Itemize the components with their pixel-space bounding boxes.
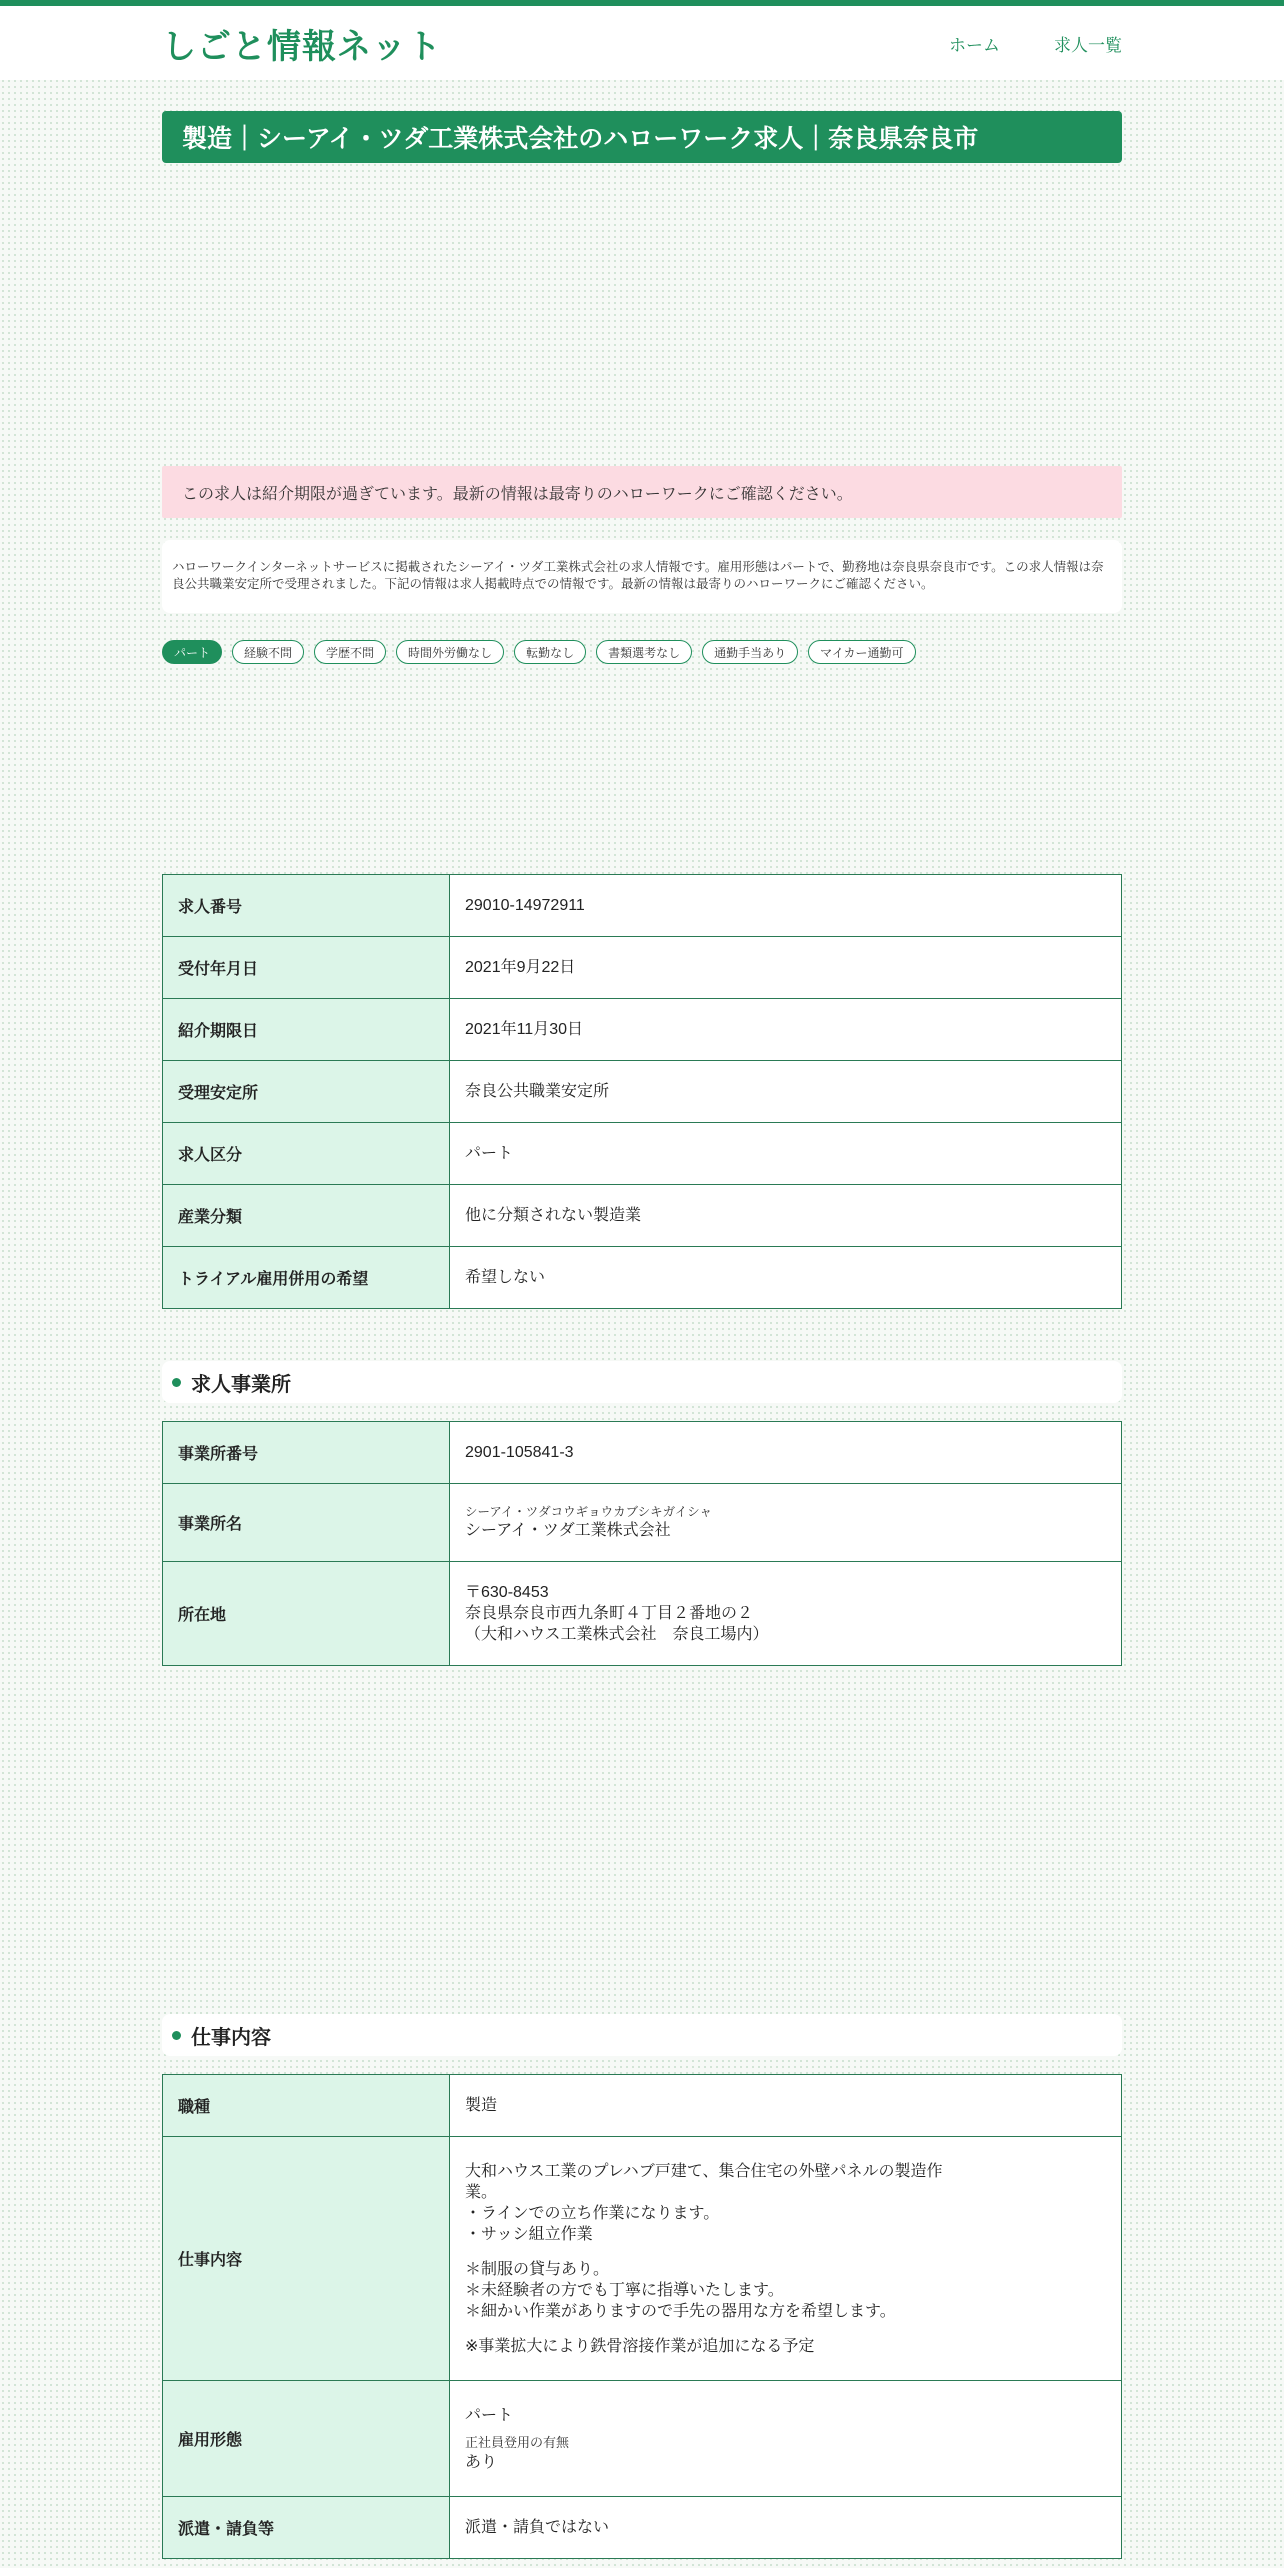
section-heading-text: 求人事業所: [191, 1373, 291, 1396]
row-label: 仕事内容: [163, 2137, 450, 2381]
row-value: 希望しない: [450, 1247, 1122, 1309]
job-content-line: 大和ハウス工業のプレハブ戸建て、集合住宅の外壁パネルの製造作: [465, 2162, 943, 2180]
intro-text: ハローワークインターネットサービスに掲載されたシーアイ・ツダ工業株式会社の求人情報です。雇用形態はパートで、勤務地は奈良県奈良市です。この求人情報は奈良公共職業安定所で受理されました。下記の情報は求人掲載時点での情報です。最新の情報は最寄りのハローワークにご確認ください。: [162, 540, 1122, 613]
row-label: 職種: [163, 2075, 450, 2137]
table-row: [163, 1484, 1122, 1562]
company-name-kana: シーアイ・ツダコウギョウカブシキガイシャ: [465, 1505, 713, 1519]
table-row: [163, 2137, 1122, 2381]
row-label: 所在地: [163, 1562, 450, 1666]
row-value: 製造: [450, 2075, 1122, 2137]
site-header: [0, 6, 1284, 80]
row-value: 派遣・請負ではない: [450, 2497, 1122, 2559]
table-row: [163, 2497, 1122, 2559]
row-value: 29010-14972911: [450, 875, 1122, 937]
address-line: 奈良県奈良市西九条町４丁目２番地の２: [465, 1605, 754, 1622]
address-line: （大和ハウス工業株式会社 奈良工場内）: [465, 1626, 769, 1643]
row-value: 奈良公共職業安定所: [450, 1061, 1122, 1123]
bullet-dot-icon: [172, 1378, 181, 1387]
tag-item: マイカー通勤可: [808, 640, 915, 664]
nav-home-link[interactable]: ホーム: [949, 35, 1000, 55]
table-row: [163, 2075, 1122, 2137]
row-value-job-content: [450, 2137, 1122, 2381]
spacer: [465, 2245, 1106, 2259]
row-label: 求人区分: [163, 1123, 450, 1185]
site-logo-title[interactable]: しごと情報ネット: [162, 27, 442, 66]
table-row: [163, 937, 1122, 999]
ad-space: [162, 1666, 1122, 2014]
job-content-line: ＊未経験者の方でも丁寧に指導いたします。: [465, 2281, 784, 2299]
job-content-line: ＊細かい作業がありますので手先の器用な方を希望します。: [465, 2302, 896, 2320]
section-heading-job: [162, 2014, 1122, 2056]
row-value: 2901-105841-3: [450, 1422, 1122, 1484]
address-postal: 〒630-8453: [465, 1584, 549, 1601]
office-table: [162, 1421, 1122, 1666]
table-row: [163, 2381, 1122, 2497]
row-label: 産業分類: [163, 1185, 450, 1247]
employment-type: パート: [465, 2406, 514, 2424]
row-value-company: [450, 1484, 1122, 1562]
summary-table: [162, 874, 1122, 1309]
table-row: [163, 1247, 1122, 1309]
row-label: 受理安定所: [163, 1061, 450, 1123]
row-label: 受付年月日: [163, 937, 450, 999]
job-content-line: ・ラインでの立ち作業になります。: [465, 2204, 720, 2222]
job-content-line: ＊制服の貸与あり。: [465, 2260, 610, 2278]
job-content-line: ※事業拡大により鉄骨溶接作業が追加になる予定: [465, 2337, 815, 2355]
job-content-line: 業。: [465, 2183, 498, 2201]
row-label: 派遣・請負等: [163, 2497, 450, 2559]
row-value-employment: [450, 2381, 1122, 2497]
row-value: 2021年11月30日: [450, 999, 1122, 1061]
row-value: パート: [450, 1123, 1122, 1185]
job-content-line: ・サッシ組立作業: [465, 2225, 593, 2243]
tag-item: 時間外労働なし: [396, 640, 504, 664]
page-title: 製造｜シーアイ・ツダ工業株式会社のハローワーク求人｜奈良県奈良市: [162, 111, 1122, 163]
table-row: [163, 1422, 1122, 1484]
regular-employee-value: あり: [465, 2453, 498, 2471]
tag-list: [162, 640, 1122, 664]
job-content-block: [465, 2161, 1106, 2245]
section-heading-office: [162, 1361, 1122, 1403]
table-row: [163, 1562, 1122, 1666]
row-label: 雇用形態: [163, 2381, 450, 2497]
row-label: 事業所番号: [163, 1422, 450, 1484]
row-value-address: [450, 1562, 1122, 1666]
main-nav: [949, 31, 1122, 56]
table-row: [163, 875, 1122, 937]
spacer: [465, 2322, 1106, 2336]
row-label: 求人番号: [163, 875, 450, 937]
main-content: [162, 111, 1122, 2559]
company-name: シーアイ・ツダ工業株式会社: [465, 1522, 671, 1539]
ad-space: [162, 664, 1122, 874]
job-content-block: [465, 2336, 1106, 2357]
nav-jobs-link[interactable]: 求人一覧: [1054, 35, 1122, 55]
tag-item: 書類選考なし: [596, 640, 692, 664]
bullet-dot-icon: [172, 2031, 181, 2040]
row-value: 他に分類されない製造業: [450, 1185, 1122, 1247]
table-row: [163, 1061, 1122, 1123]
tag-item: 転勤なし: [514, 640, 586, 664]
tag-item: 経験不問: [232, 640, 304, 664]
section-heading-text: 仕事内容: [191, 2026, 271, 2049]
job-table: [162, 2074, 1122, 2559]
table-row: [163, 999, 1122, 1061]
table-row: [163, 1185, 1122, 1247]
row-label: 紹介期限日: [163, 999, 450, 1061]
ad-space: [162, 163, 1122, 466]
row-label: トライアル雇用併用の希望: [163, 1247, 450, 1309]
job-content-block: [465, 2259, 1106, 2322]
tag-item: 通勤手当あり: [702, 640, 798, 664]
row-label: 事業所名: [163, 1484, 450, 1562]
table-row: [163, 1123, 1122, 1185]
tag-employment-type: パート: [162, 640, 222, 664]
regular-employee-label: 正社員登用の有無: [465, 2434, 570, 2450]
tag-item: 学歴不問: [314, 640, 386, 664]
expired-notice: この求人は紹介期限が過ぎています。最新の情報は最寄りのハローワークにご確認ください。: [162, 466, 1122, 518]
row-value: 2021年9月22日: [450, 937, 1122, 999]
